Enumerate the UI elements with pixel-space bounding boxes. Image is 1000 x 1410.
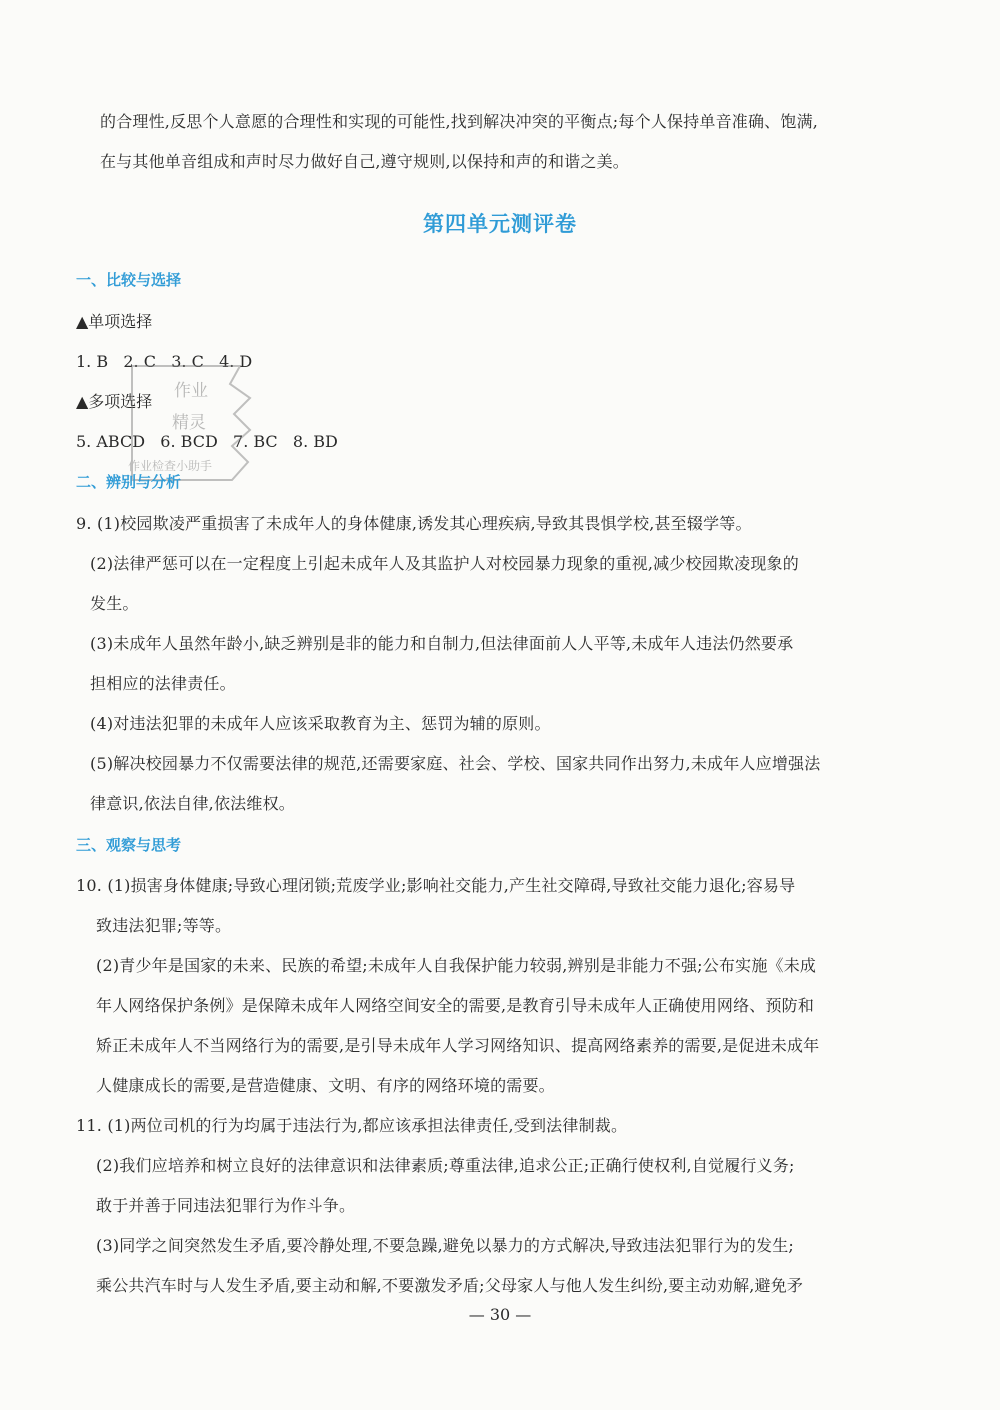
q9-line-6: (4)对违法犯罪的未成年人应该采取教育为主、惩罚为辅的原则。: [90, 714, 551, 733]
multi-choice-label: ▲多项选择: [76, 392, 153, 411]
single-choice-label: ▲单项选择: [76, 312, 153, 331]
q9-line-8: 律意识,依法自律,依法维权。: [90, 794, 295, 813]
stamp-text-3: 作业检查小助手: [128, 459, 213, 473]
stamp-text-1: 作业: [174, 381, 208, 401]
q10-line-1: 10. (1)损害身体健康;导致心理闭锁;荒废学业;影响社交能力,产生社交障碍,导致社交能力退化;容易导: [76, 876, 796, 895]
watermark-stamp: [112, 358, 252, 490]
q9-line-1: 9. (1)校园欺凌严重损害了未成年人的身体健康,诱发其心理疾病,导致其畏惧学校,甚至辍学等。: [76, 514, 752, 533]
intro-line-1: 的合理性,反思个人意愿的合理性和实现的可能性,找到解决冲突的平衡点;每个人保持单音准确、饱满,: [100, 112, 819, 131]
q9-line-7: (5)解决校园暴力不仅需要法律的规范,还需要家庭、社会、学校、国家共同作出努力,未成年人应增强法: [90, 754, 821, 773]
q11-line-3: 敢于并善于同违法犯罪行为作斗争。: [96, 1196, 356, 1215]
section-heading-observe-think: 三、观察与思考: [76, 836, 182, 854]
q10-line-6: 人健康成长的需要,是营造健康、文明、有序的网络环境的需要。: [96, 1076, 555, 1095]
q9-line-3: 发生。: [90, 594, 139, 613]
single-choice-answers: 1. B 2. C 3. C 4. D: [76, 352, 253, 371]
q9-line-4: (3)未成年人虽然年龄小,缺乏辨别是非的能力和自制力,但法律面前人人平等,未成年人违法仍然要承: [90, 634, 794, 653]
section-heading-distinguish-analyze: 二、辨别与分析: [76, 473, 182, 491]
page-title: 第四单元测评卷: [423, 212, 577, 236]
q11-line-5: 乘公共汽车时与人发生矛盾,要主动和解,不要激发矛盾;父母家人与他人发生纠纷,要主动劝解,避免矛: [96, 1276, 804, 1295]
stamp-text-2: 精灵: [172, 413, 206, 433]
q11-line-2: (2)我们应培养和树立良好的法律意识和法律素质;尊重法律,追求公正;正确行使权利,自觉履行义务;: [96, 1156, 795, 1175]
q10-line-3: (2)青少年是国家的未来、民族的希望;未成年人自我保护能力较弱,辨别是非能力不强;公布实施《未成: [96, 956, 817, 975]
section-heading-compare-choose: 一、比较与选择: [76, 271, 182, 289]
multi-choice-answers: 5. ABCD 6. BCD 7. BC 8. BD: [76, 432, 338, 451]
q11-line-4: (3)同学之间突然发生矛盾,要冷静处理,不要急躁,避免以暴力的方式解决,导致违法犯罪行为的发生;: [96, 1236, 794, 1255]
q10-line-4: 年人网络保护条例》是保障未成年人网络空间安全的需要,是教育引导未成年人正确使用网络、预防和: [96, 996, 815, 1015]
q9-line-2: (2)法律严惩可以在一定程度上引起未成年人及其监护人对校园暴力现象的重视,减少校园欺凌现象的: [90, 554, 799, 573]
q11-line-1: 11. (1)两位司机的行为均属于违法行为,都应该承担法律责任,受到法律制裁。: [76, 1116, 628, 1135]
intro-line-2: 在与其他单音组成和声时尽力做好自己,遵守规则,以保持和声的和谐之美。: [100, 152, 629, 171]
page-number: — 30 —: [468, 1305, 532, 1324]
q9-line-5: 担相应的法律责任。: [90, 674, 236, 693]
q10-line-2: 致违法犯罪;等等。: [96, 916, 232, 935]
q10-line-5: 矫正未成年人不当网络行为的需要,是引导未成年人学习网络知识、提高网络素养的需要,是促进未成年: [96, 1036, 820, 1055]
